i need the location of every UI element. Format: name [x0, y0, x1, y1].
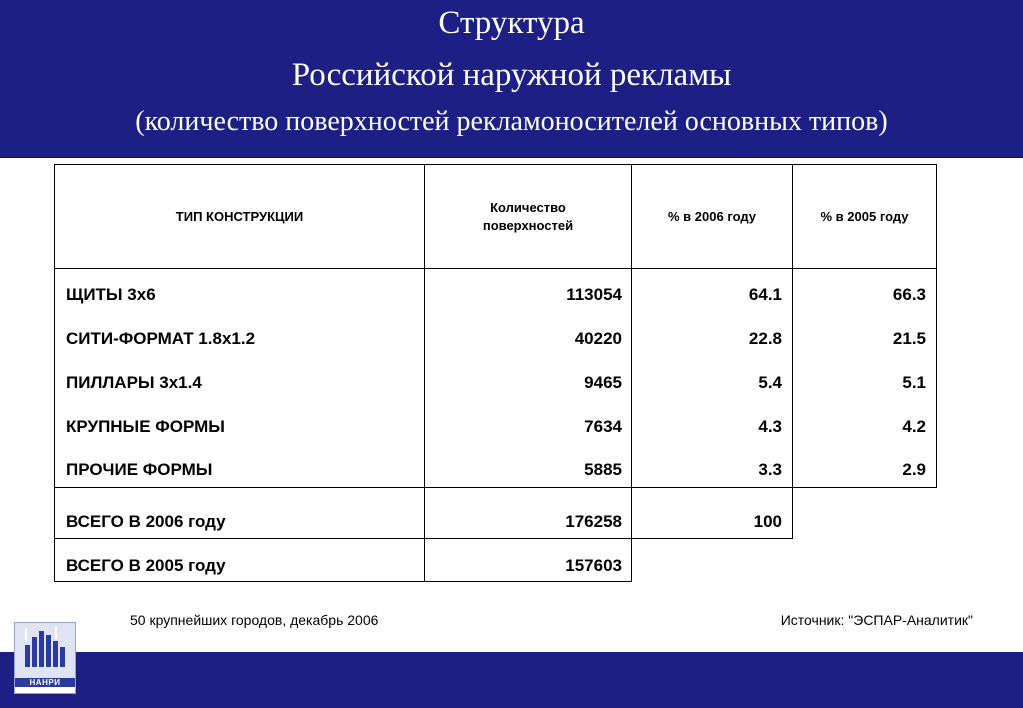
- col-divider: [424, 487, 425, 539]
- row-type: КРУПНЫЕ ФОРМЫ: [66, 417, 225, 436]
- header-count: [424, 164, 632, 269]
- header-count-line2: поверхностей: [482, 217, 574, 233]
- logo-text: НАНРИ: [15, 678, 75, 687]
- nanri-logo: [14, 622, 76, 694]
- header-type-label: ТИП КОНСТРУКЦИИ: [175, 208, 304, 224]
- row-pct2006: 3.3: [758, 460, 782, 479]
- row-pct2005: 4.2: [902, 417, 926, 436]
- subtitle: (количество поверхностей рекламоносителей основных типов): [135, 106, 888, 137]
- row-pct2006: 5.4: [758, 373, 782, 392]
- row-pct2005: 66.3: [892, 285, 926, 304]
- row-count: 9465: [584, 373, 622, 392]
- row-type: ЩИТЫ 3х6: [66, 285, 156, 304]
- logo-bars-icon: [15, 623, 75, 679]
- note-cities: 50 крупнейших городов, декабрь 2006: [130, 612, 379, 628]
- row-count: 40220: [574, 329, 622, 348]
- total-2006-count: 176258: [565, 512, 622, 531]
- row-type: ПИЛЛАРЫ 3х1.4: [66, 373, 202, 392]
- row-count: 5885: [584, 460, 622, 479]
- title-line-1: Структура: [438, 5, 585, 41]
- row-pct2006: 64.1: [748, 285, 782, 304]
- col-divider: [631, 487, 632, 539]
- row-count: 113054: [566, 285, 622, 304]
- title-line-2: Российской наружной рекламы: [291, 57, 732, 93]
- header-pct2005-label: % в 2005 году: [820, 208, 909, 224]
- total-2005-label: ВСЕГО В 2005 году: [66, 556, 226, 575]
- row-count: 7634: [584, 417, 622, 436]
- header-pct2006: [631, 164, 793, 269]
- col-divider: [792, 268, 793, 488]
- header-type: [54, 164, 425, 269]
- row-pct2005: 2.9: [902, 460, 926, 479]
- row-type: СИТИ-ФОРМАТ 1.8х1.2: [66, 329, 256, 348]
- row-pct2005: 5.1: [902, 373, 926, 392]
- row-type: ПРОЧИЕ ФОРМЫ: [66, 460, 213, 479]
- header-pct2005: [792, 164, 937, 269]
- total-2005-count: 157603: [565, 556, 622, 575]
- header-banner: [0, 0, 1023, 158]
- row-pct2006: 4.3: [758, 417, 782, 436]
- header-count-line1: Количество: [490, 199, 566, 215]
- col-divider: [424, 268, 425, 488]
- row-pct2005: 21.5: [892, 329, 926, 348]
- note-source: Источник: "ЭСПАР-Аналитик": [780, 612, 973, 628]
- row-pct2006: 22.8: [748, 329, 782, 348]
- footer-bar: [0, 652, 1023, 708]
- col-divider: [424, 538, 425, 582]
- total-2006-label: ВСЕГО В 2006 году: [66, 512, 226, 531]
- col-divider: [631, 268, 632, 488]
- total-2006-pct: 100: [753, 512, 782, 531]
- header-count-label: [483, 199, 573, 235]
- header-pct2006-label: % в 2006 году: [668, 208, 756, 224]
